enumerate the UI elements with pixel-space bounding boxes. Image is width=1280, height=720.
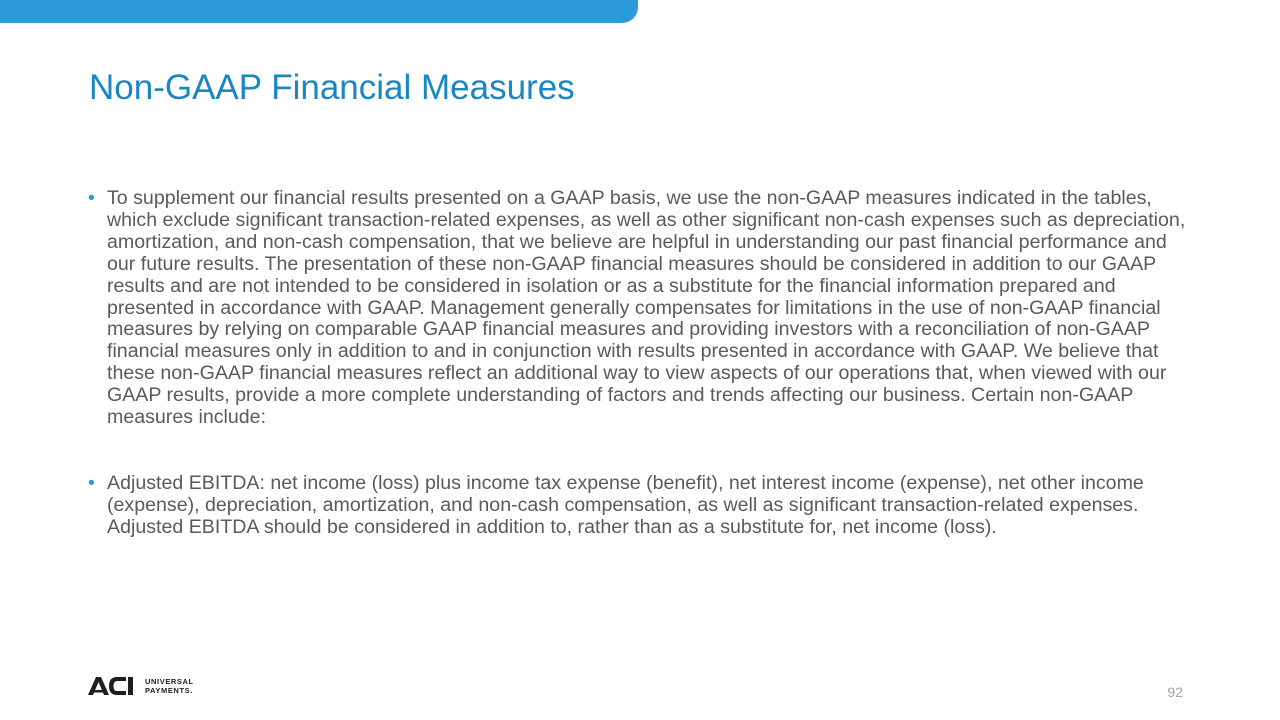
bullet-list xyxy=(88,188,1198,539)
bullet-marker: • xyxy=(88,187,95,209)
bullet-marker: • xyxy=(88,471,95,494)
logo-line-payments: PAYMENTS. xyxy=(145,686,193,695)
bullet-item-adjusted-ebitda xyxy=(88,473,1198,539)
bullet-text: To supplement our financial results presented on a GAAP basis, we use the non-GAAP measures indicated in the tables, which exclude significant transaction-related expenses, as well as other significant non-cash expenses such as depreciation, amortization, and non-cash compensation, that we believe are helpful in understanding our past financial performance and our future results. The presentation of these non-GAAP financial measures should be considered in addition to our GAAP results and are not intended to be considered in isolation or as a substitute for the financial information prepared and presented in accordance with GAAP. Management generally compensates for limitations in the use of non-GAAP financial measures by relying on comparable GAAP financial measures and providing investors with a reconciliation of non-GAAP financial measures only in addition to and in conjunction with results presented in accordance with GAAP. We believe that these non-GAAP financial measures reflect an additional way to view aspects of our operations that, when viewed with our GAAP results, provide a more complete understanding of factors and trends affecting our business. Certain non-GAAP measures include: xyxy=(107,187,1186,429)
logo-wordmark xyxy=(145,677,194,695)
logo-line-universal: UNIVERSAL xyxy=(145,677,194,686)
slide-title: Non-GAAP Financial Measures xyxy=(89,68,575,107)
aci-logo-icon xyxy=(88,677,135,695)
bullet-item-definition xyxy=(88,188,1198,429)
bullet-text: Adjusted EBITDA: net income (loss) plus income tax expense (benefit), net interest income (expense), net other income (expense), depreciation, amortization, and non-cash compensation, as well as significant transaction-related expenses. Adjusted EBITDA should be considered in addition to, rather than as a substitute for, net income (loss). xyxy=(107,471,1144,538)
top-accent-bar xyxy=(0,0,638,23)
aci-universal-payments-logo xyxy=(88,677,194,695)
page-number: 92 xyxy=(1167,684,1183,700)
